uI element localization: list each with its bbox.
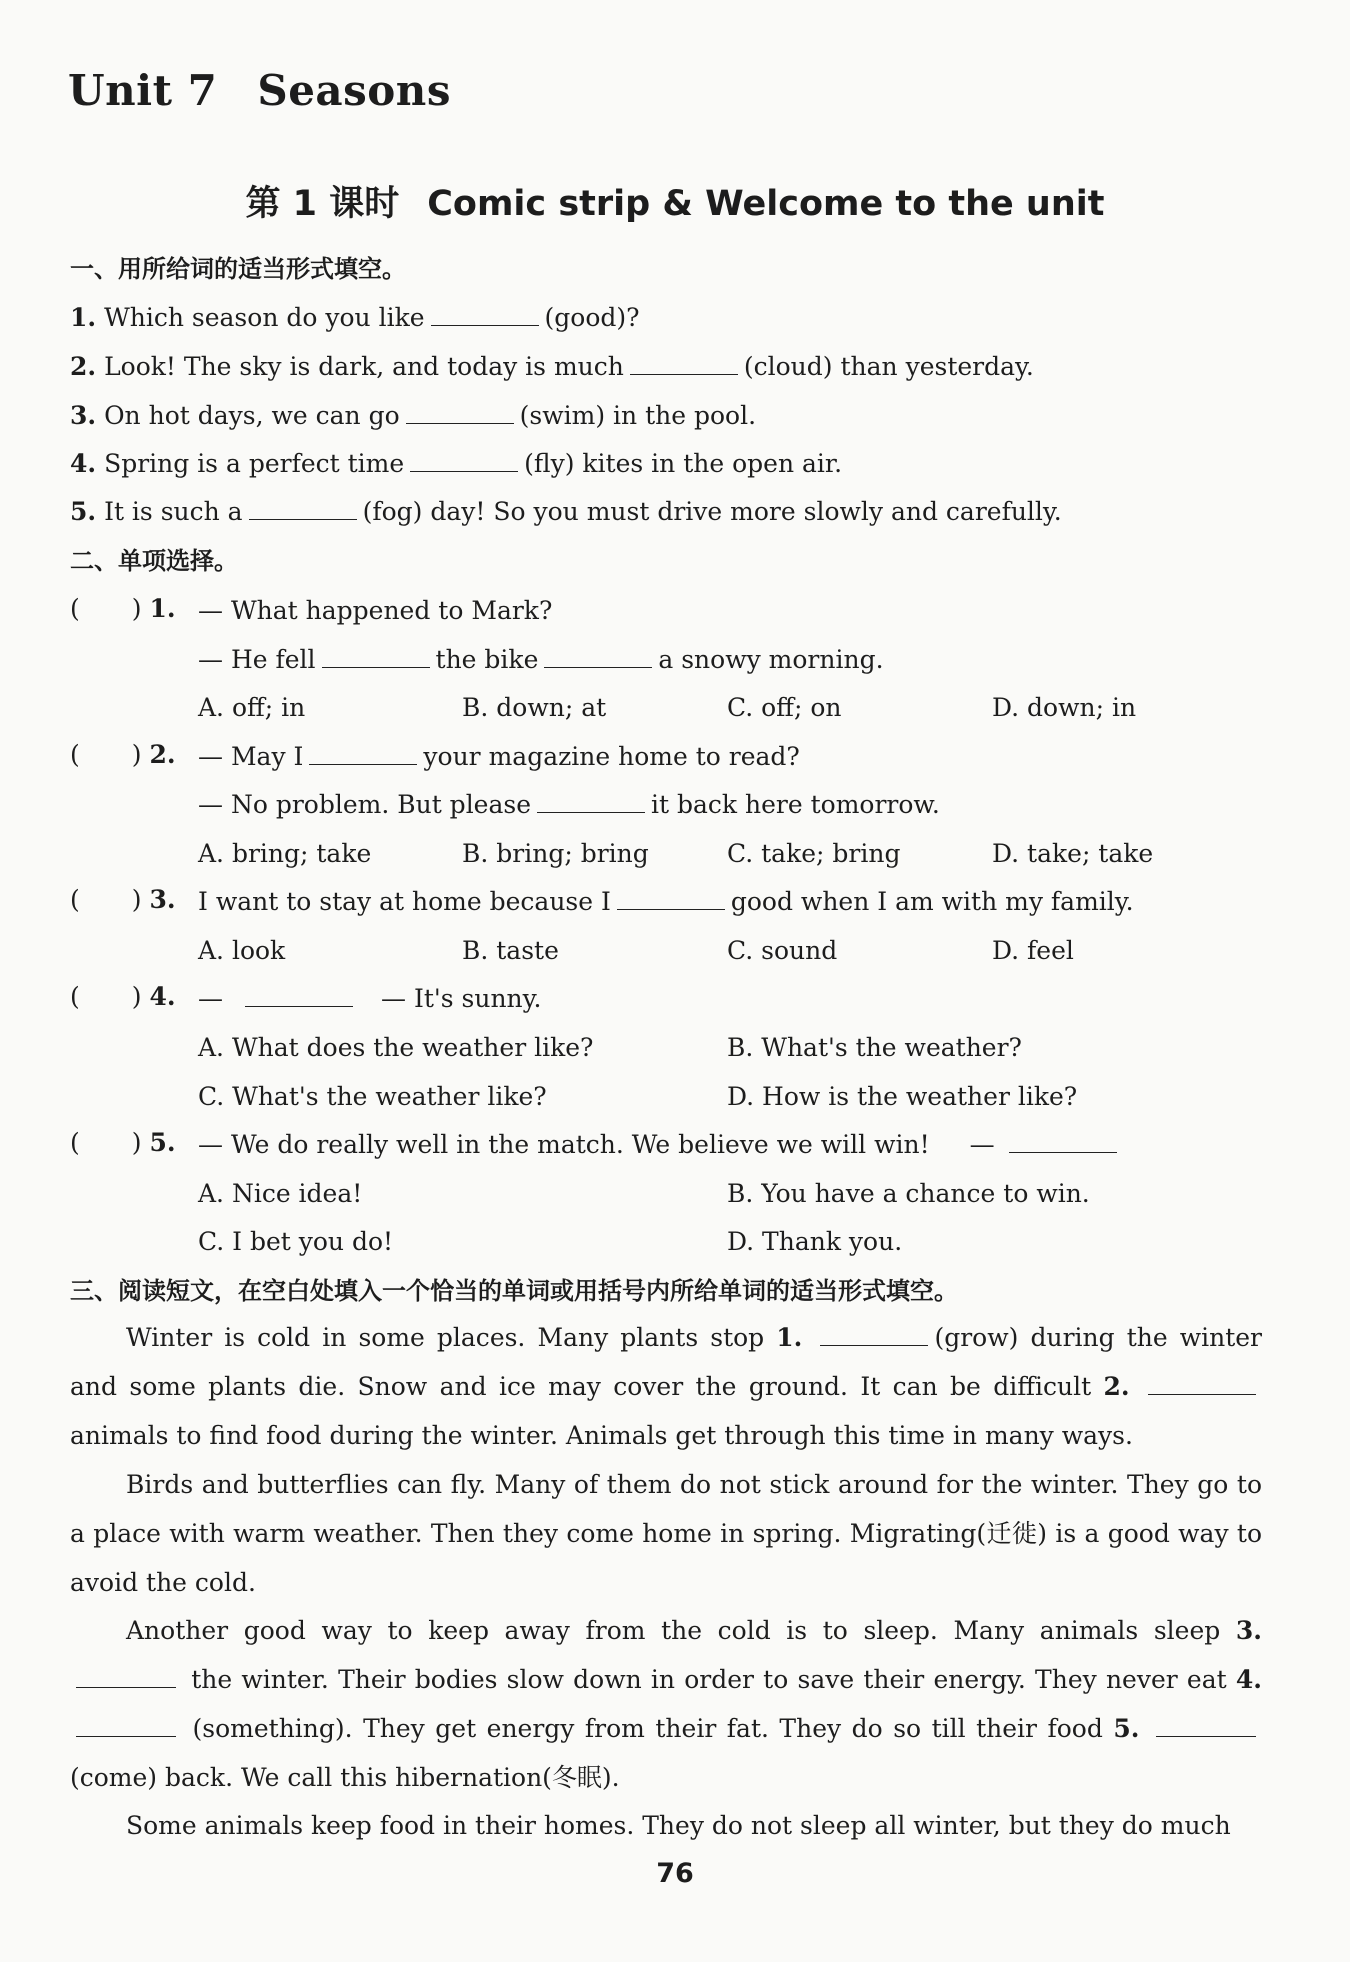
answer-blank[interactable] (431, 303, 539, 326)
section-2-heading: 二、单项选择。 (70, 547, 238, 575)
answer-blank[interactable] (537, 790, 645, 813)
reading-paragraph-4: Some animals keep food in their homes. They do not sleep all winter, but they do much (126, 1811, 1231, 1840)
mc-q5-answer-bracket[interactable]: ( ) 5. (70, 1128, 176, 1157)
mc-q1-option-c[interactable]: C. off; on (727, 693, 842, 722)
answer-blank[interactable] (1156, 1714, 1256, 1737)
answer-blank[interactable] (630, 352, 738, 375)
mc-q5-option-a[interactable]: A. Nice idea! (198, 1179, 363, 1208)
mc-q3-option-c[interactable]: C. sound (727, 936, 838, 965)
answer-blank[interactable] (406, 401, 514, 424)
mc-q2-line2: — No problem. But please it back here tomorrow. (198, 790, 940, 819)
answer-blank[interactable] (410, 449, 518, 472)
fill-item-1: 1. Which season do you like (good)? (70, 303, 640, 332)
lesson-title (0, 176, 1350, 226)
mc-q1-line2: — He fell the bike a snowy morning. (198, 645, 884, 674)
mc-q4-answer-bracket[interactable]: ( ) 4. (70, 982, 176, 1011)
answer-blank[interactable] (544, 645, 652, 668)
answer-blank[interactable] (617, 887, 725, 910)
mc-q1-answer-bracket[interactable]: ( ) 1. (70, 594, 176, 623)
mc-q1-option-b[interactable]: B. down; at (462, 693, 607, 722)
mc-q1-option-a[interactable]: A. off; in (198, 693, 306, 722)
mc-q4-line1: — — It's sunny. (198, 984, 542, 1013)
mc-q2-option-b[interactable]: B. bring; bring (462, 839, 649, 868)
mc-q2-option-c[interactable]: C. take; bring (727, 839, 901, 868)
section-3-heading: 三、阅读短文，在空白处填入一个恰当的单词或用括号内所给单词的适当形式填空。 (70, 1277, 958, 1305)
reading-paragraph-2: Birds and butterflies can fly. Many of them do not stick around for the winter. They go to a place with warm weather. Then they come home in spring. Migrating(迁徙) is a good way to avoid the cold. (70, 1470, 1262, 1597)
mc-q1-option-d[interactable]: D. down; in (992, 693, 1137, 722)
lesson-label: 第 1 课时 (245, 184, 400, 224)
answer-blank[interactable] (76, 1665, 176, 1688)
mc-q4-option-d[interactable]: D. How is the weather like? (727, 1082, 1078, 1111)
mc-q2-line1: — May I your magazine home to read? (198, 742, 800, 771)
unit-label: Unit 7 (68, 66, 218, 115)
mc-q3-option-d[interactable]: D. feel (992, 936, 1074, 965)
mc-q5-line1: — We do really well in the match. We believe we will win! — (198, 1128, 1123, 1162)
unit-title (68, 66, 451, 115)
fill-item-3: 3. On hot days, we can go (swim) in the pool. (70, 401, 757, 430)
fill-item-5: 5. It is such a (fog) day! So you must drive more slowly and carefully. (70, 497, 1062, 526)
answer-blank[interactable] (322, 645, 430, 668)
answer-blank[interactable] (1009, 1130, 1117, 1153)
unit-name: Seasons (257, 66, 451, 115)
reading-paragraph-1: Winter is cold in some places. Many plants stop 1. (grow) during the winter and some plants die. Snow and ice may cover the ground. It can be difficult 2. animals to find food during the winter. Animals get through this time in many ways. (70, 1323, 1263, 1450)
section-1-heading: 一、用所给词的适当形式填空。 (70, 255, 406, 283)
mc-q2-option-a[interactable]: A. bring; take (198, 839, 372, 868)
mc-q2-answer-bracket[interactable]: ( ) 2. (70, 740, 176, 769)
mc-q5-option-b[interactable]: B. You have a chance to win. (727, 1179, 1090, 1208)
mc-q4-option-a[interactable]: A. What does the weather like? (198, 1033, 594, 1062)
mc-q2-option-d[interactable]: D. take; take (992, 839, 1154, 868)
mc-q5-option-c[interactable]: C. I bet you do! (198, 1227, 394, 1256)
answer-blank[interactable] (820, 1323, 928, 1346)
mc-q3-answer-bracket[interactable]: ( ) 3. (70, 885, 176, 914)
answer-blank[interactable] (309, 742, 417, 765)
mc-q3-option-a[interactable]: A. look (198, 936, 286, 965)
fill-item-2: 2. Look! The sky is dark, and today is much (cloud) than yesterday. (70, 352, 1034, 381)
lesson-name: Comic strip & Welcome to the unit (427, 184, 1105, 224)
fill-item-4: 4. Spring is a perfect time (fly) kites in the open air. (70, 449, 843, 478)
mc-q4-option-c[interactable]: C. What's the weather like? (198, 1082, 547, 1111)
answer-blank[interactable] (1148, 1372, 1256, 1395)
reading-paragraph-3: Another good way to keep away from the cold is to sleep. Many animals sleep 3. the winter. Their bodies slow down in order to save their energy. They never eat 4. (something). They get energy from their fat. They do so till their food 5. (come) back. We call this hibernation(冬眠). (70, 1616, 1263, 1792)
mc-q3-line1: I want to stay at home because I good when I am with my family. (198, 887, 1134, 916)
page-number: 76 (656, 1858, 694, 1889)
answer-blank[interactable] (249, 497, 357, 520)
answer-blank[interactable] (76, 1714, 176, 1737)
mc-q5-option-d[interactable]: D. Thank you. (727, 1227, 903, 1256)
answer-blank[interactable] (245, 984, 353, 1007)
mc-q4-option-b[interactable]: B. What's the weather? (727, 1033, 1022, 1062)
mc-q3-option-b[interactable]: B. taste (462, 936, 559, 965)
mc-q1-line1: — What happened to Mark? (198, 596, 553, 625)
